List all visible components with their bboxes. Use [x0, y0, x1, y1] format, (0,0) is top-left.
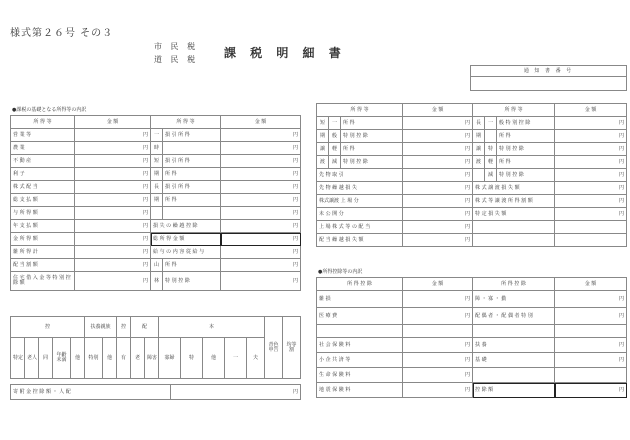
notice-number-box: [470, 65, 627, 91]
document-title: 課 税 明 細 書: [224, 46, 346, 60]
table-row: 地 震 保 険 料 円 控 除 額 円: [317, 383, 627, 398]
col-header: 金 額: [221, 116, 301, 129]
total-deduction-value[interactable]: 円: [555, 383, 627, 398]
table-row: 与 所 得 額 円 円: [11, 207, 301, 220]
col-header: 所 得 等: [473, 104, 555, 117]
col-header: 所 得 等: [151, 116, 221, 129]
notice-number-field[interactable]: [471, 77, 626, 91]
table-row: 雑 所 得 計 円 給 与 の 内 容 従 給 与 円: [11, 246, 301, 259]
col-header: 所 得 等: [11, 116, 75, 129]
table-row: 小 企 共 済 等 円 基 礎 円: [317, 353, 627, 368]
col-header: 所 得 控 除: [473, 278, 555, 291]
table-row: 短 一 所 得 円 長 一 般 特 別 控 除 円: [317, 117, 627, 130]
donation-value[interactable]: 円: [171, 385, 301, 400]
notice-number-label: 通 知 書 番 号: [471, 66, 626, 77]
col-header: 所 得 控 除: [317, 278, 403, 291]
col-header: 金 額: [555, 104, 627, 117]
income-table-right: [316, 103, 627, 247]
table-row: [317, 325, 627, 338]
table-row: 株 式 配 当 円 長 損 引 所 得 円: [11, 181, 301, 194]
table-row: 先 物 繰 越 損 失 円 株 式 譲 渡 損 失 額 円: [317, 182, 627, 195]
dependents-grid: 控 扶養親族 控 配 本 青色申告 均等割 特定 老人 同 年齢未満 他 特別 他 有 老 障害 寡婦 特 他 一 夫: [10, 316, 301, 379]
total-deduction-label: 控 除 額: [473, 383, 555, 398]
form-number: 様式第２６号 その３: [10, 28, 114, 39]
table-row: 社 会 保 険 料 円 扶 養 円: [317, 338, 627, 353]
table-row: 金 所 得 額 円 総 所 得 金 額 円: [11, 233, 301, 246]
donation-row: [10, 384, 301, 400]
table-row: 配 当 割 額 円 山 所 得 円: [11, 259, 301, 272]
income-table-left: [10, 115, 301, 291]
table-row: 不 動 産 円 短 損 引 所 得 円: [11, 155, 301, 168]
table-row: 渡 減 特 別 控 除 円 渡 軽 所 得 円: [317, 156, 627, 169]
table-row: 利 子 円 期 所 得 円: [11, 168, 301, 181]
table-row: 農 業 円 時 円: [11, 142, 301, 155]
table-row: 住 宅 借 入 金 等 特 別 控 除 額 円 林 特 別 控 除 円: [11, 272, 301, 291]
col-header: 金 額: [75, 116, 151, 129]
deduction-section-title: ●所得控除等の内訳: [318, 269, 363, 275]
table-row: 営 業 等 円 一 損 引 所 得 円: [11, 129, 301, 142]
table-row: 先 物 取 引 円 減 特 別 控 除 円: [317, 169, 627, 182]
deduction-table: [316, 277, 627, 398]
table-row: 年 支 払 額 円 損 失 の 繰 越 控 除 円: [11, 220, 301, 233]
table-row: 総 支 払 額 円 期 所 得 円: [11, 194, 301, 207]
table-row: 雑 損 円 障 ・ 寡 ・ 勤 円: [317, 291, 627, 308]
col-header: 金 額: [403, 278, 473, 291]
table-row: 上 場 株 式 等 の 配 当 円: [317, 221, 627, 234]
table-row: 未 公 開 分 円 特 定 損 失 額 円: [317, 208, 627, 221]
left-section-title: ●課税の基礎となる所得等の内訳: [12, 107, 87, 113]
table-row: 期 般 特 別 控 除 円 期 所 得 円: [317, 130, 627, 143]
col-header: 所 得 等: [317, 104, 403, 117]
col-header: 金 額: [555, 278, 627, 291]
donation-label: 寄 附 金 控 除 額 ・ 人 配: [11, 385, 171, 400]
table-row: 配 当 繰 越 損 失 額 円: [317, 234, 627, 247]
total-income-label: 総 所 得 金 額: [151, 233, 221, 246]
table-row: 医 療 費 円 配 偶 者 ・ 配 偶 者 特 別 円: [317, 308, 627, 325]
tax-type-prefecture: 道 民 税: [154, 55, 199, 64]
tax-type-city: 市 民 税: [154, 42, 199, 51]
table-row: 譲 軽 所 得 円 譲 特 特 別 控 除 円: [317, 143, 627, 156]
total-income-value[interactable]: 円: [221, 233, 301, 246]
table-row: 株式譲渡 上 場 分 円 株 式 等 譲 渡 所 得 割 額 円: [317, 195, 627, 208]
col-header: 金 額: [403, 104, 473, 117]
table-row: 生 命 保 険 料 円: [317, 368, 627, 383]
